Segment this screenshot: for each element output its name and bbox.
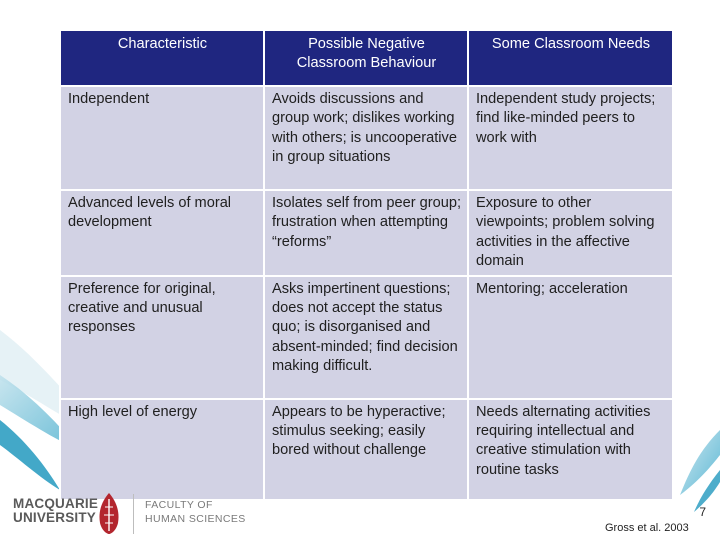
right-swoosh-decoration	[680, 430, 720, 512]
classroom-characteristics-table	[59, 29, 674, 501]
university-name-line2: UNIVERSITY	[13, 510, 97, 525]
macquarie-lighthouse-logo-icon	[94, 491, 124, 535]
table-cell: Exposure to other viewpoints; problem solving activities in the affective domain	[468, 190, 673, 276]
table-row	[60, 399, 673, 500]
table-cell: Isolates self from peer group; frustration when attempting “reforms”	[264, 190, 468, 276]
table-row	[60, 276, 673, 399]
table-cell: Avoids discussions and group work; dislikes working with others; is uncooperative in group situations	[264, 86, 468, 190]
faculty-name	[145, 498, 246, 526]
table-cell: Independent study projects; find like-minded peers to work with	[468, 86, 673, 190]
table-cell: Asks impertinent questions; does not accept the status quo; is disorganised and absent-minded; find decision making difficult.	[264, 276, 468, 399]
page-number: 7	[699, 505, 706, 519]
citation: Gross et al. 2003	[605, 522, 689, 534]
table-cell: High level of energy	[60, 399, 264, 500]
table-cell: Independent	[60, 86, 264, 190]
table-cell: Preference for original, creative and unusual responses	[60, 276, 264, 399]
table-row	[60, 190, 673, 276]
header-negative-behaviour: Possible Negative Classroom Behaviour	[264, 30, 468, 86]
footer-divider	[133, 494, 134, 534]
table-header-row	[60, 30, 673, 86]
table-cell: Appears to be hyperactive; stimulus seeking; easily bored without challenge	[264, 399, 468, 500]
university-name	[13, 497, 98, 525]
table-cell: Needs alternating activities requiring intellectual and creative stimulation with routine tasks	[468, 399, 673, 500]
header-characteristic: Characteristic	[60, 30, 264, 86]
table-cell: Mentoring; acceleration	[468, 276, 673, 399]
table-row	[60, 86, 673, 190]
header-classroom-needs: Some Classroom Needs	[468, 30, 673, 86]
university-name-line1: MACQUARIE	[13, 496, 99, 511]
faculty-name-line1: FACULTY OF	[145, 499, 213, 511]
faculty-name-line2: HUMAN SCIENCES	[145, 513, 246, 525]
table-cell: Advanced levels of moral development	[60, 190, 264, 276]
